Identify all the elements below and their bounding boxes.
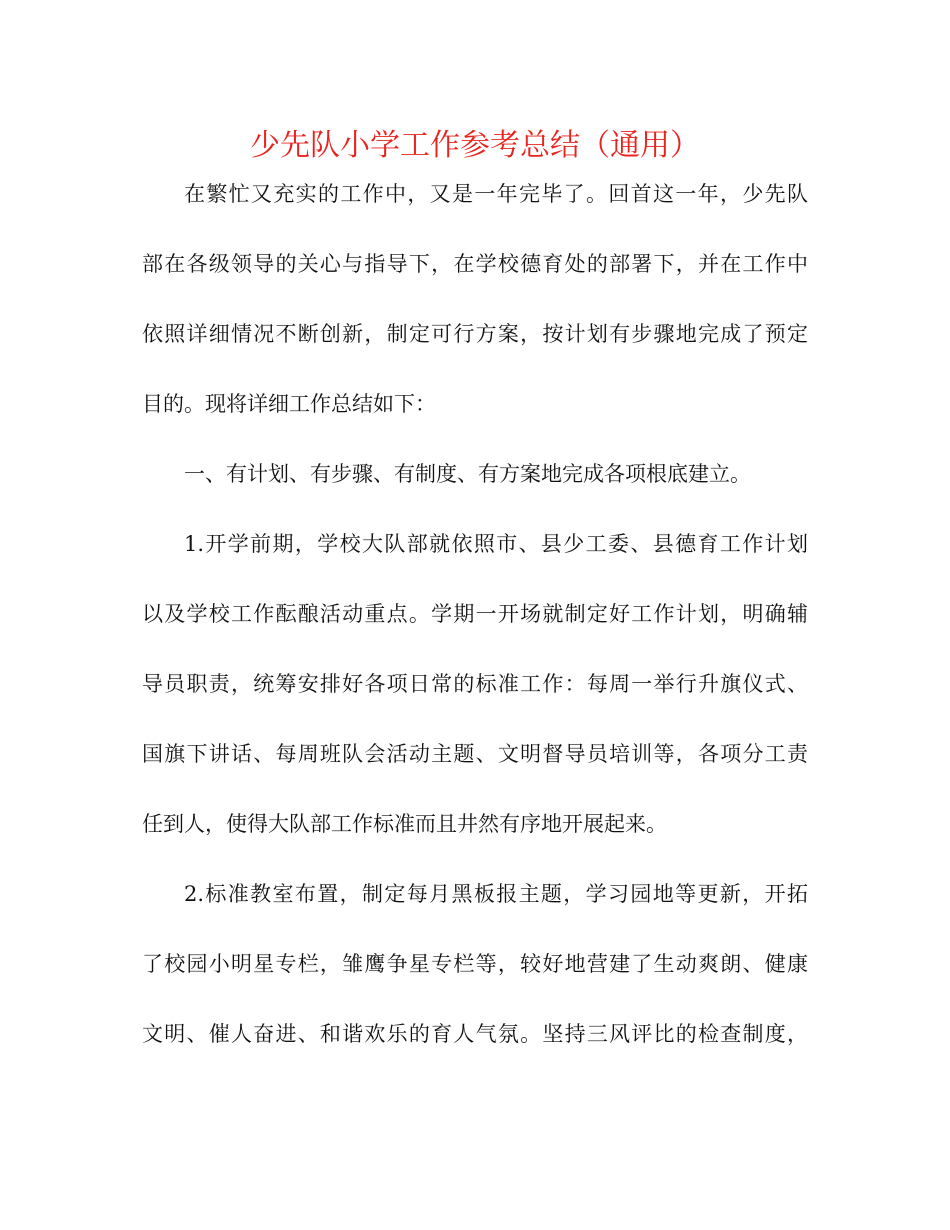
paragraph-line: 在繁忙又充实的工作中，又是一年完毕了。回首这一年，少先队 <box>184 182 808 206</box>
paragraph-line: 文明、催人奋进、和谐欢乐的育人气氛。坚持三风评比的检查制度， <box>142 1022 808 1046</box>
paragraph-line: 任到人，使得大队部工作标准而且井然有序地开展起来。 <box>142 812 667 836</box>
document-title: 少先队小学工作参考总结（通用） <box>250 128 700 163</box>
paragraph-line: 国旗下讲话、每周班队会活动主题、文明督导员培训等，各项分工责 <box>142 742 808 766</box>
section-heading: 一、有计划、有步骤、有制度、有方案地完成各项根底建立。 <box>184 462 751 486</box>
paragraph-line: 依照详细情况不断创新，制定可行方案，按计划有步骤地完成了预定 <box>142 322 808 346</box>
paragraph-line: 1.开学前期，学校大队部就依照市、县少工委、县德育工作计划 <box>184 532 808 556</box>
paragraph-line: 目的。现将详细工作总结如下： <box>142 392 436 416</box>
paragraph-line: 2.标准教室布置，制定每月黑板报主题，学习园地等更新，开拓 <box>184 882 808 906</box>
paragraph-line: 导员职责，统筹安排好各项日常的标准工作：每周一举行升旗仪式、 <box>142 672 808 696</box>
paragraph-line: 以及学校工作酝酿活动重点。学期一开场就制定好工作计划，明确辅 <box>142 602 808 626</box>
paragraph-line: 了校园小明星专栏，雏鹰争星专栏等，较好地营建了生动爽朗、健康 <box>142 952 808 976</box>
paragraph-line: 部在各级领导的关心与指导下，在学校德育处的部署下，并在工作中 <box>142 252 808 276</box>
document-body <box>142 172 808 1082</box>
